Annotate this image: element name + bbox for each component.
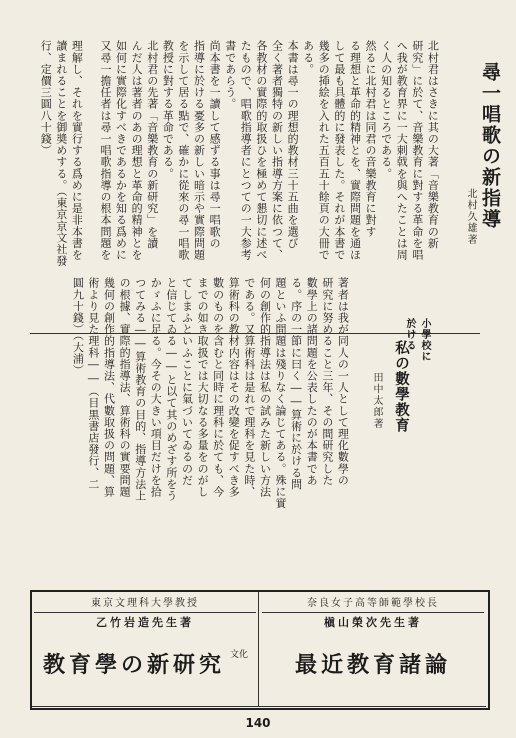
review1-line: 尚本書を一讀して感ずる事は尋一唱歌の — [208, 40, 222, 249]
review2-line: までの如き取扱では大切なる多量をのがし — [196, 277, 210, 498]
review1-line: へ我が教育界に一大刺戟を與へたことは周 — [395, 40, 409, 261]
review1-line: 北村君の先著「音樂教育の新研究」を讀 — [145, 40, 159, 249]
ad-right-header-rule — [34, 612, 256, 613]
review2-line: の根據、實際的指導法、算術科の實要問題 — [118, 277, 132, 498]
review2-line: てしまふといふことに氣づいてゐるのだ — [180, 277, 194, 486]
review2-line: 數のものを含むと同時に理科に於ても、今 — [211, 277, 225, 498]
ad-right-headline: 教育學の新研究 — [42, 652, 225, 678]
review2-line: 著者は我が同人の一人として理化數學の — [336, 277, 350, 486]
review2-line: 術より見た理科――（目黒書店發行、二 — [86, 277, 100, 490]
ad-right-author: 乙竹岩造先生著 — [96, 616, 194, 629]
review1-author: 北村久雄著 — [465, 188, 476, 246]
review2-line: 幾何の創作的指導法、代數取扱の問題、算 — [102, 277, 116, 498]
ad-left-headline: 最近教育諸論 — [294, 652, 451, 678]
review1-line: 然るに北村君は同君の音樂教育に對す — [364, 40, 378, 238]
review1-line: る理想と革命的精神とを、實際問題を通ほ — [348, 40, 362, 261]
review2-line: 圓九十錢）（大浦） — [71, 277, 85, 376]
review2-line: つてみる――算術教育の目的、指導方法上 — [133, 277, 147, 502]
review1-line: 如何に實際化すべきであるかを知る爲めに — [114, 40, 128, 261]
review1-line: 全く著者獨特の新しい指導方案に依つて、 — [270, 40, 284, 261]
review1-line: 又尋一擔任者は尋一唱歌指導の根本問題を — [98, 40, 112, 261]
ad-left-affiliation: 奈良女子高等師範學校長 — [307, 598, 439, 609]
review1-line: を示して居る點で、確かに從來の尋一唱歌 — [176, 40, 190, 261]
review1-line: んだ人は著者のあの理想と革命的精神とを — [130, 40, 144, 261]
review1-line: 本書は尋一の理想的教材三十五曲を選び — [286, 40, 300, 249]
advertisement-divider — [258, 592, 259, 706]
review1-line: 教授に對する革命である。 — [161, 40, 175, 180]
review2-line: かゞふに足る。今その大きい項目だけを拾 — [149, 277, 163, 498]
review2-line: 算術科の教材内容はその改變を促すべき多 — [227, 277, 241, 498]
review2-body — [38, 277, 366, 579]
review1-line: して最も具體的に發表した。それが本書で — [332, 40, 346, 261]
page-number: 140 — [245, 716, 271, 730]
review1-line: 研究」に於て、音樂教育に對する革命を唱 — [410, 40, 424, 261]
review2-line: 數學上の諸問題を公表したのが本書であ — [305, 277, 319, 486]
review2-line: である。又算術科は是れで理科を見た時、 — [242, 277, 256, 498]
ad-bottom-rule — [32, 706, 486, 707]
review1-line: たもので、唱歌指導者にとつての一大参考 — [239, 40, 253, 261]
review1-line: 幾多の揷絵を入れた五百五十餘頁の大冊で — [317, 40, 331, 261]
review2-line: 何の創作的指導法は私の試みた新しい方法 — [258, 277, 272, 498]
review2-author: 田中太郎著 — [371, 372, 382, 430]
review2-title: 私の數學教育 — [393, 340, 410, 433]
ad-right-affiliation: 東京文理科大學教授 — [91, 598, 199, 609]
ad-right-headline-small: 文化 — [229, 650, 248, 660]
review1-line: く人の知るところである。 — [379, 40, 393, 180]
review2-line: 題といふ問題は殘りなく論じてある。殊に實 — [274, 277, 288, 509]
review1-tail-line: 理解し、それを實行する爲めに是非本書を — [70, 40, 84, 261]
review1-line: 書であらう。 — [223, 40, 237, 110]
ad-left-header-rule — [262, 612, 484, 613]
review2-line: 研究に努めること三年、その間研究した — [320, 277, 334, 486]
review1-line: 指導に於ける憂多の新しい暗示や實際問題 — [192, 40, 206, 261]
review1-tail-line: 行、定價三圓八十錢） — [39, 40, 53, 156]
review2-subtitle: 小學校に於ける — [404, 318, 430, 362]
review1-title: 尋一唱歌の新指導 — [479, 62, 501, 230]
review2-line: と信じてゐる――と以て其のめざす所をう — [164, 277, 178, 502]
review1-line: 各教材の實際的取扱ひを極めて懇切に述べ — [254, 40, 268, 261]
review2-line: る。序の一節に曰く――算術に於ける問 — [289, 277, 303, 490]
review1-line: 北村君はさきに其の大著「音樂教育の新 — [426, 40, 440, 249]
review1-tail-line: 讀まれることを御奬めする。（東京京文社發 — [54, 40, 68, 267]
ad-left-author: 槇山榮次先生著 — [324, 616, 422, 629]
review1-line: ある。 — [301, 40, 315, 75]
